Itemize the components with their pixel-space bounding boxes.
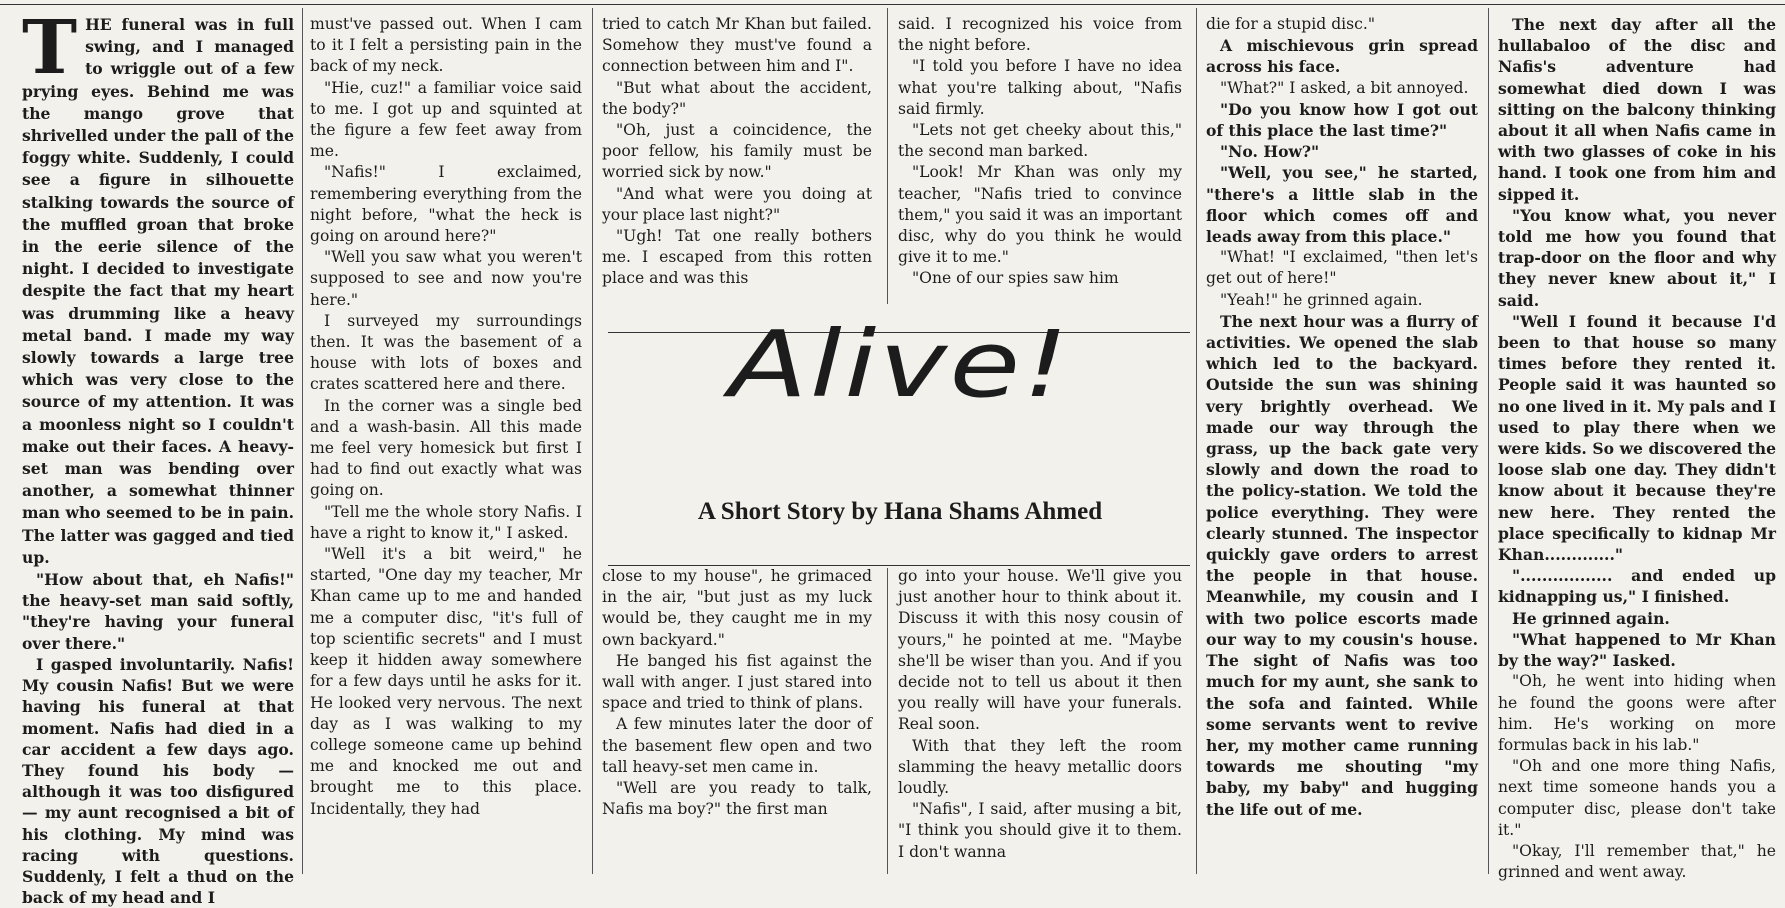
column-rule (887, 8, 888, 304)
col3-top-para-3: "Oh, just a coincidence, the poor fellow, his family must be worried sick by now." (602, 121, 872, 182)
col3-bottom-para-3: A few minutes later the door of the basement flew open and two tall heavy-set men came in. (602, 715, 872, 776)
col5-para-1: die for a stupid disc." (1206, 15, 1376, 33)
col2-para-3: "Nafis!" I exclaimed, remembering everything from the night before, "what the heck is going on around here?" (310, 163, 582, 246)
col4-bottom-para-1: go into your house. We'll give you just another hour to think about it. Discuss it with this nosy cousin of yours," he pointed at me. "Maybe she'll be wiser than you. And if you decide not to tell us about it then you really will have your funerals. Real soon. (898, 567, 1182, 734)
column-rule (302, 8, 303, 874)
story-title-block (610, 300, 1190, 450)
col1-para-3: I gasped involuntarily. Nafis! My cousin Nafis! But we were having his funeral at that moment. Nafis had died in a car accident a few days ago. They found his body — although it was too disfigured — my aunt recognised a bit of his clothing. My mind was racing with questions. Suddenly, I felt a thud on the back of my head and I (22, 654, 294, 908)
col6-para-2: "You know what, you never told me how you found that trap-door on the floor and why they never knew about it," I said. (1498, 205, 1776, 310)
col5-para-9: The next hour was a flurry of activities. We opened the slab which led to the backyard. Outside the sun was shining very brightly overhead. We made our way through the grass, up the back gate very slowly and down the road to the policy-station. We told the police everything. They were clearly stunned. The inspector quickly gave orders to arrest the people in that house. Meanwhile, my cousin and I with two police escorts made our way to my cousin's house. The sight of Nafis was too much for my aunt, she sank to the sofa and fainted. While some servants went to revive her, my mother came running towards me shouting "my baby, my baby" and hugging the life out of me. (1206, 311, 1478, 819)
col2-para-8: "Well it's a bit weird," he started, "One day my teacher, Mr Khan came up to me and handed me a computer disc, "it's full of top scientific secrets" and I must keep it hidden away somewhere for a few days until he asks for it. He looked very nervous. The next day as I was walking to my college someone came up behind me and knocked me out and brought me to this place. Incidentally, they had (310, 545, 582, 818)
col2-para-6: In the corner was a single bed and a wash-basin. All this made me feel very homesick but first I had to find out exactly what was going on. (310, 396, 582, 500)
col6-para-6: "What happened to Mr Khan by the way?" Iasked. (1498, 629, 1776, 671)
col3-top-para-1: tried to catch Mr Khan but failed. Somehow they must've found a connection between him and I". (602, 15, 872, 76)
column-5 (1206, 14, 1478, 872)
col5-para-6: "Well, you see," he started, "there's a little slab in the floor which comes off and leads away from this place." (1206, 163, 1478, 247)
column-rule (1196, 8, 1197, 874)
col6-para-9: "Okay, I'll remember that," he grinned and went away. (1498, 841, 1776, 882)
col4-bottom-para-3: "Nafis", I said, after musing a bit, "I think you should give it to them. I don't wanna (898, 800, 1182, 861)
column-rule (592, 8, 593, 874)
column-1 (22, 5, 294, 908)
col6-para-4: "................. and ended up kidnapping us," I finished. (1498, 566, 1776, 607)
col3-top-para-2: "But what about the accident, the body?" (602, 78, 872, 118)
col2-para-5: I surveyed my surroundings then. It was the basement of a house with lots of boxes and crates scattered here and there. (310, 311, 582, 394)
col4-top-para-1: said. I recognized his voice from the night before. (898, 15, 1182, 55)
col6-para-5: He grinned again. (1512, 608, 1670, 628)
col6-para-8: "Oh and one more thing Nafis, next time someone hands you a computer disc, please don't take it." (1498, 757, 1776, 839)
drop-cap: T (22, 5, 78, 91)
col2-para-4: "Well you saw what you weren't supposed to see and now you're here." (310, 248, 582, 309)
col3-bottom-para-2: He banged his fist against the wall with anger. I just stared into space and tried to think of plans. (602, 651, 872, 713)
col5-para-5: "No. How?" (1220, 142, 1320, 162)
col3-bottom-para-4: "Well are you ready to talk, Nafis ma boy?" the first man (602, 779, 872, 819)
column-rule (1488, 8, 1489, 874)
col2-para-2: "Hie, cuz!" a familiar voice said to me. I got up and squinted at the figure a few feet away from me. (310, 78, 582, 161)
column-3-top (602, 14, 872, 310)
col3-top-para-5: "Ugh! Tat one really bothers me. I escaped from this rotten place and was this (602, 227, 872, 288)
column-rule (887, 568, 888, 874)
story-title: Alive! (728, 311, 1072, 418)
col3-top-para-4: "And what were you doing at your place last night?" (602, 184, 872, 224)
col6-para-7: "Oh, he went into hiding when he found the goons were after him. He's working on more formulas back in his lab." (1498, 672, 1776, 754)
col5-para-3: "What?" I asked, a bit annoyed. (1220, 78, 1469, 97)
column-3-bottom (602, 566, 872, 872)
col6-para-3: "Well I found it because I'd been to that house so many times before they rented it. People said it was haunted so no one lived in it. My pals and I used to play there when we were kids. So we discovered the loose slab one day. They didn't know about it because they're new here. They rented the place specifically to kidnap Mr Khan............." (1498, 311, 1776, 565)
col4-top-para-2: "I told you before I have no idea what you're talking about, "Nafis said firmly. (898, 57, 1182, 118)
col1-para-1-text: HE funeral was in full swing, and I managed to wriggle out of a few prying eyes. Behind me was the mango grove that shrivelled under the pall of the foggy white. Suddenly, I could see a figure in silhouette stalking towards the source of the muffled groan that broke in the eerie silence of the night. I decided to investigate despite the fact that my heart was drumming like a heavy metal band. I made my way slowly towards a large tree which was very close to the source of my attention. It was a moonless night so I couldn't make out their faces. A heavy-set man was bending over another, a somewhat thinner man who seemed to be in pain. The latter was gagged and tied up. (22, 15, 294, 567)
col1-para-2: "How about that, eh Nafis!" the heavy-set man said softly, "they're having your funeral over there." (22, 570, 294, 653)
col2-para-7: "Tell me the whole story Nafis. I have a right to know it," I asked. (310, 502, 582, 542)
column-2 (310, 14, 582, 872)
col2-para-1: must've passed out. When I cam to it I felt a persisting pain in the back of my neck. (310, 15, 582, 76)
top-rule (0, 4, 1785, 5)
col5-para-7: "What! "I exclaimed, "then let's get out of here!" (1206, 248, 1478, 288)
col6-para-1: The next day after all the hullabaloo of the disc and Nafis's adventure had somewhat died down I was sitting on the balcony thinking about it all when Nafis came in with two glasses of coke in his hand. I took one from him and sipped it. (1498, 15, 1776, 204)
col4-top-para-3: "Lets not get cheeky about this," the second man barked. (898, 121, 1182, 161)
col4-top-para-5: "One of our spies saw him (912, 269, 1119, 288)
col5-para-2: A mischievous grin spread across his face. (1206, 36, 1478, 77)
col3-bottom-para-1: close to my house", he grimaced in the air, "but just as my luck would be, they caught me in my own backyard." (602, 567, 872, 649)
col5-para-4: "Do you know how I got out of this place the last time?" (1206, 99, 1478, 141)
column-4-bottom (898, 566, 1182, 872)
col4-bottom-para-2: With that they left the room slamming the heavy metallic doors loudly. (898, 736, 1182, 798)
col4-top-para-4: "Look! Mr Khan was only my teacher, "Nafis tried to convince them," you said it was an important disc, why do you think he would give it to me." (898, 163, 1182, 267)
col1-para-1 (22, 5, 294, 569)
story-byline: A Short Story by Hana Shams Ahmed (697, 498, 1103, 525)
column-4-top (898, 14, 1182, 310)
column-6 (1498, 14, 1776, 882)
col5-para-8: "Yeah!" he grinned again. (1220, 290, 1423, 309)
